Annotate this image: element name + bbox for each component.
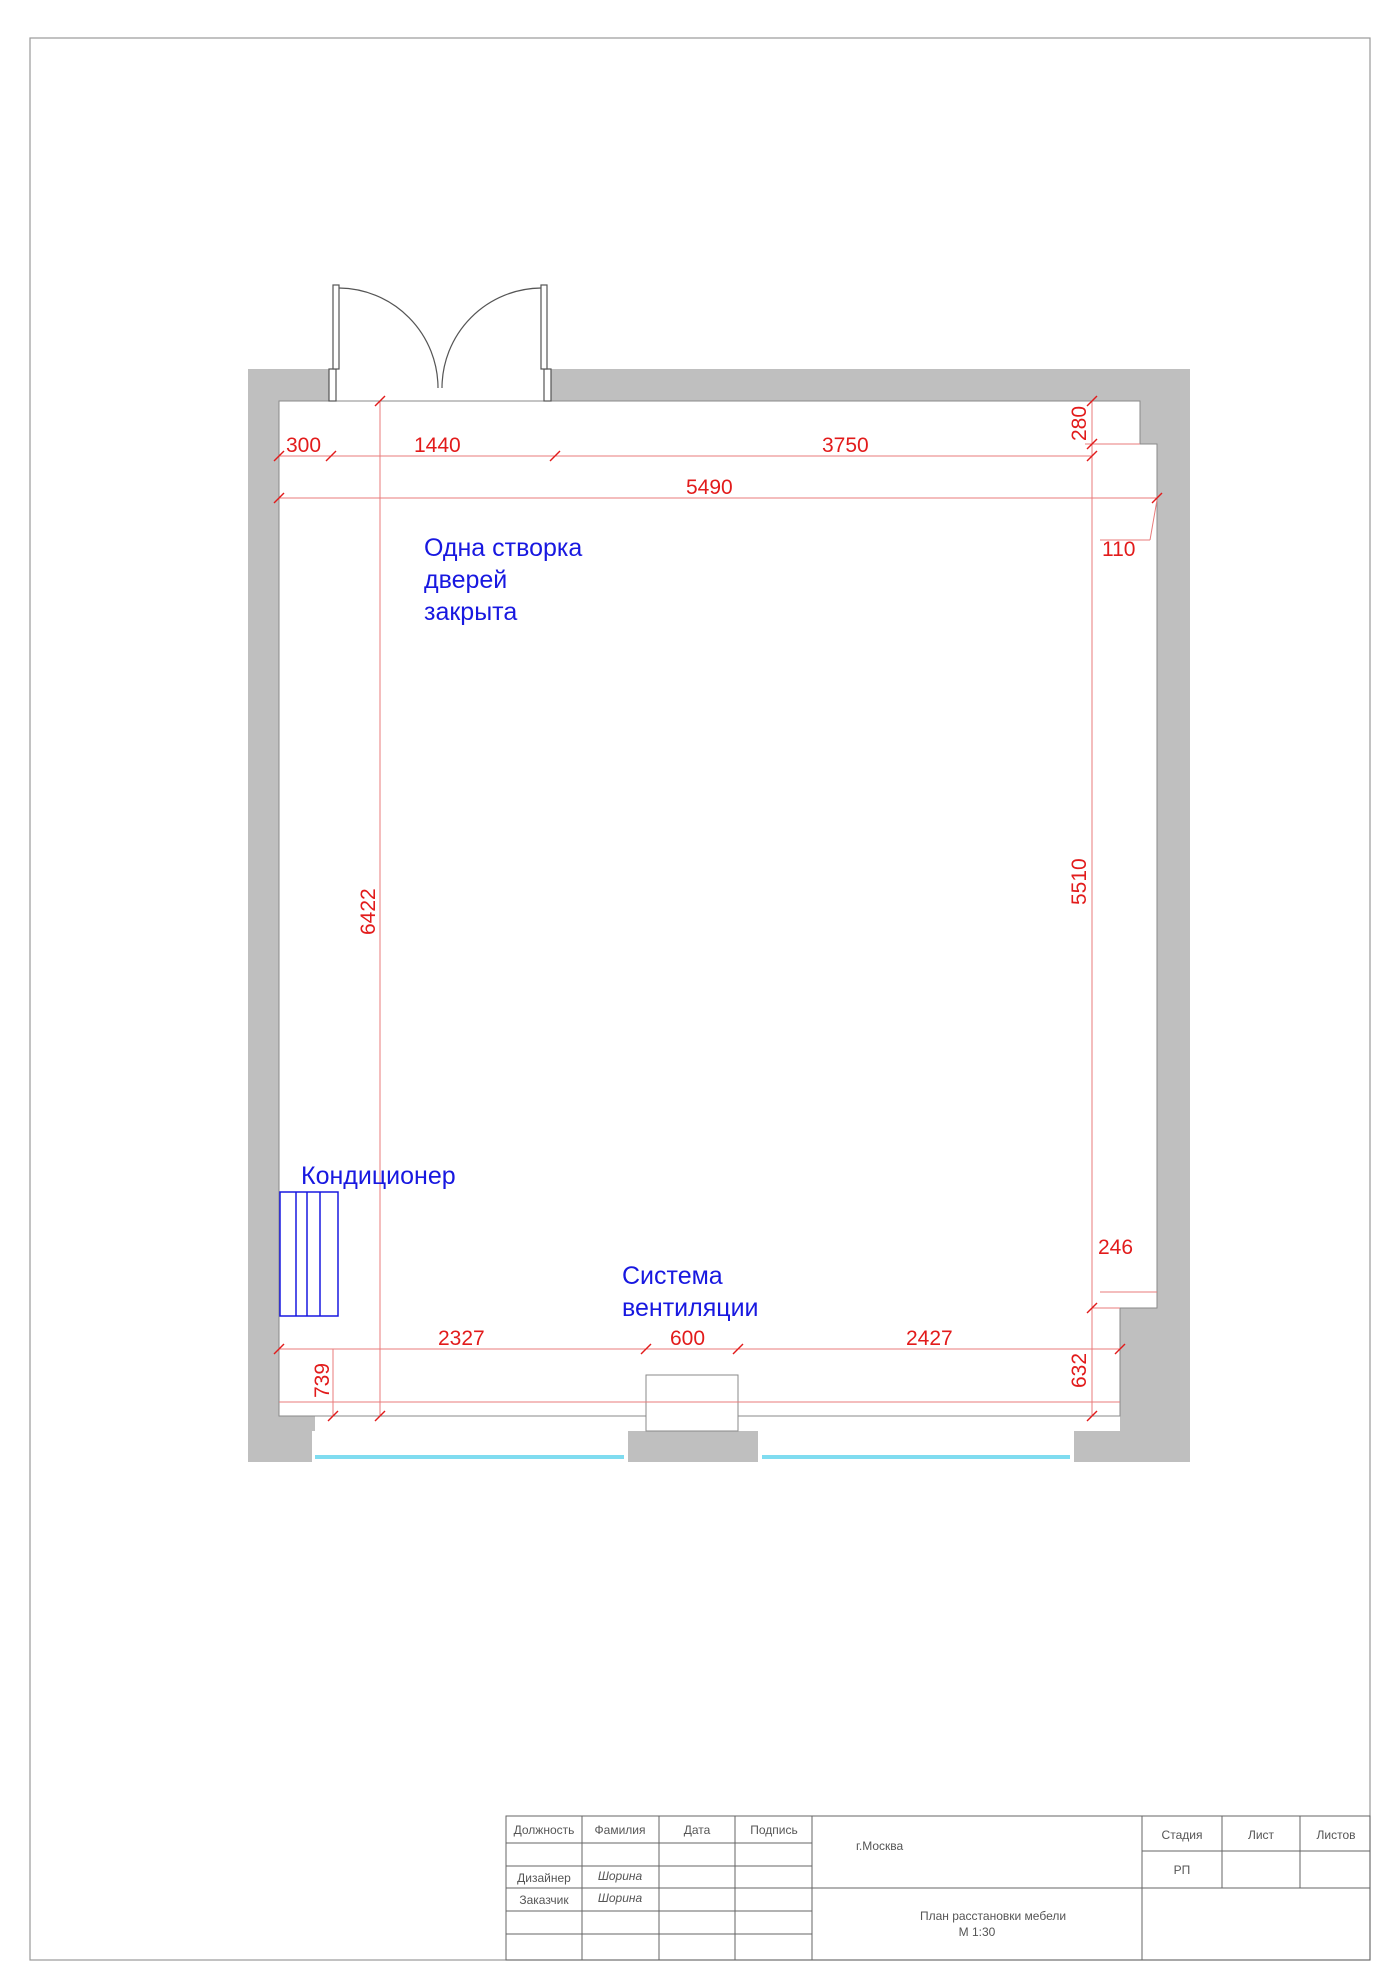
double-door: [329, 285, 551, 401]
tb-city: г.Москва: [856, 1839, 904, 1853]
dim-3750: 3750: [822, 434, 869, 457]
dim-246: 246: [1098, 1236, 1134, 1259]
tb-stage-header: Стадия: [1161, 1828, 1203, 1842]
dim-600: 600: [670, 1327, 706, 1350]
dim-5490: 5490: [686, 476, 733, 499]
note-vent-line2: вентиляции: [622, 1294, 759, 1322]
note-vent-line1: Система: [622, 1262, 723, 1290]
dim-5510: 5510: [1068, 858, 1091, 905]
tb-row2-name: Шорина: [597, 1891, 643, 1905]
note-door-line1: Одна створка: [424, 534, 583, 562]
tb-stage-value: РП: [1173, 1863, 1191, 1877]
tb-scale: М 1:30: [958, 1925, 996, 1939]
dim-300: 300: [286, 434, 322, 457]
wall-pillar: [628, 1431, 758, 1462]
note-door-line3: закрыта: [424, 598, 518, 626]
note-conditioner: Кондиционер: [301, 1162, 456, 1190]
tb-row1-role: Дизайнер: [517, 1871, 571, 1885]
tb-sheets-header: Листов: [1316, 1828, 1356, 1842]
tb-col-signature: Подпись: [750, 1823, 798, 1837]
dim-739: 739: [311, 1362, 334, 1398]
note-door-line2: дверей: [424, 566, 508, 594]
dim-280: 280: [1068, 405, 1091, 441]
air-conditioner: [280, 1192, 338, 1316]
dim-2427: 2427: [906, 1327, 953, 1350]
dim-1440: 1440: [414, 434, 461, 457]
tb-col-surname: Фамилия: [594, 1823, 646, 1837]
dim-6422: 6422: [357, 888, 380, 935]
tb-col-position: Должность: [513, 1823, 575, 1837]
dim-632: 632: [1068, 1352, 1091, 1388]
tb-row2-role: Заказчик: [519, 1893, 569, 1907]
dim-2327: 2327: [438, 1327, 485, 1350]
title-block: [506, 1816, 1370, 1960]
tb-col-date: Дата: [683, 1823, 711, 1837]
tb-drawing-title: План расстановки мебели: [919, 1909, 1067, 1923]
tb-row1-name: Шорина: [597, 1869, 643, 1883]
ventilation-box: [646, 1375, 738, 1431]
dim-110: 110: [1102, 538, 1136, 561]
tb-sheet-header: Лист: [1247, 1828, 1275, 1842]
